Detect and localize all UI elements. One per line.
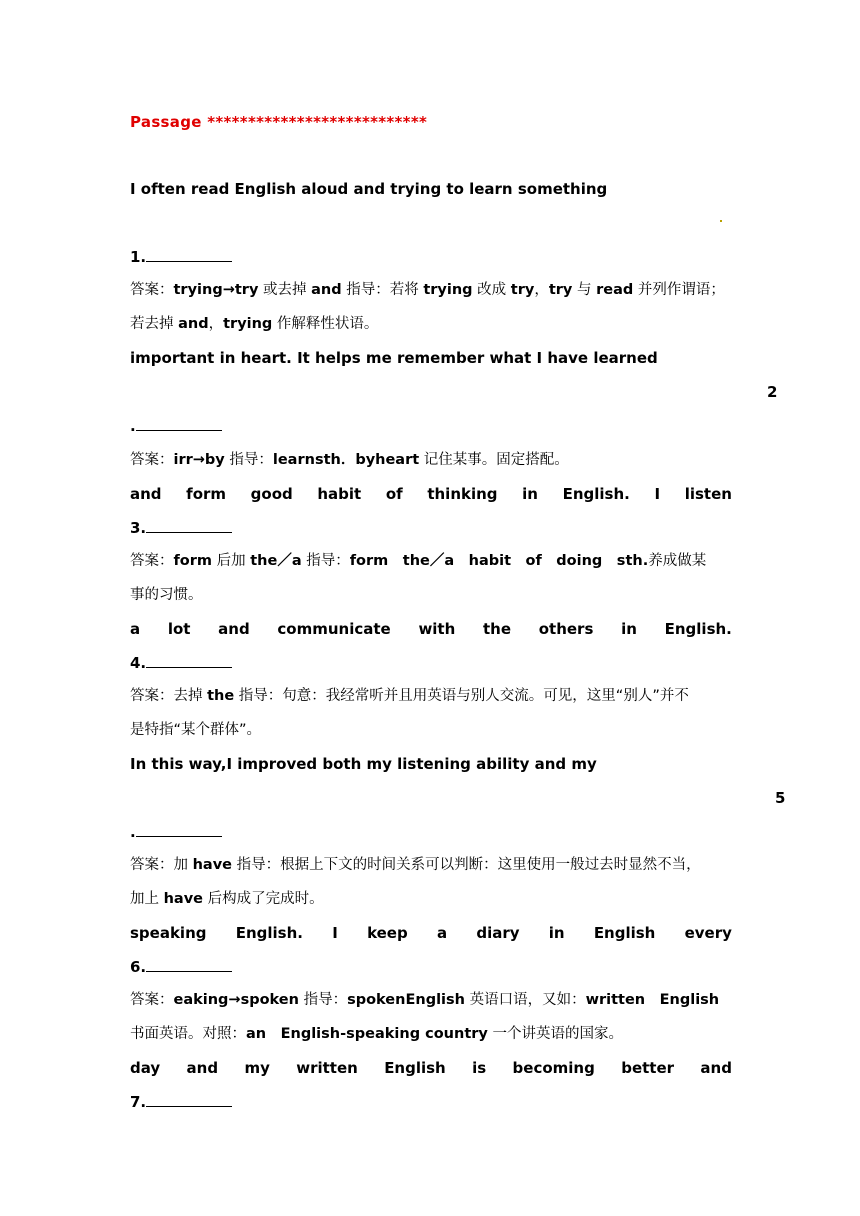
answer-term: irr→by xyxy=(173,452,225,468)
word: others xyxy=(538,620,594,638)
answer-text: 养成做某 xyxy=(648,553,707,569)
answer-term: an English-speaking country xyxy=(246,1026,488,1042)
answer-text: 若去掉 xyxy=(130,316,179,332)
answer-term: trying→try xyxy=(173,282,259,298)
blank-number: 7. xyxy=(130,1093,147,1111)
answer-text: 后加 xyxy=(212,553,251,569)
word: thinking xyxy=(427,485,498,503)
answer-2 xyxy=(130,450,732,470)
answer-term: the／a xyxy=(250,553,302,569)
word: lot xyxy=(167,620,191,638)
answer-5-continued xyxy=(130,889,732,909)
word: diary xyxy=(476,924,520,942)
word: keep xyxy=(367,924,408,942)
answer-text: 是特指“某个群体”。 xyxy=(130,722,262,738)
answer-text: 后构成了完成时。 xyxy=(203,891,324,907)
answer-text: 作解释性状语。 xyxy=(272,316,379,332)
answer-term: the xyxy=(207,688,235,704)
blank-line xyxy=(146,653,232,668)
answer-text: 答案：加 xyxy=(130,857,193,873)
answer-text: 指导： xyxy=(224,452,273,468)
blank-line xyxy=(136,416,222,431)
word: English xyxy=(384,1059,446,1077)
stray-mark xyxy=(720,220,722,222)
blank-5 xyxy=(130,822,732,842)
answer-term: try xyxy=(510,282,535,298)
blank-line xyxy=(136,822,222,837)
blank-number-5: 5 xyxy=(775,789,786,807)
answer-1-continued xyxy=(130,314,732,334)
word: every xyxy=(684,924,732,942)
answer-text: 事的习惯。 xyxy=(130,587,203,603)
answer-6-continued xyxy=(130,1024,732,1044)
word: in xyxy=(548,924,565,942)
answer-text: 英语口语，又如： xyxy=(464,992,586,1008)
answer-text: 答案： xyxy=(130,992,174,1008)
blank-line xyxy=(146,1092,232,1107)
word: English. xyxy=(235,924,303,942)
blank-1 xyxy=(130,247,732,267)
blank-line xyxy=(146,518,232,533)
word: the xyxy=(483,620,512,638)
answer-term: have xyxy=(192,857,233,873)
answer-text: 指导：句意：我经常听并且用英语与别人交流。可见，这里“别人”并不 xyxy=(234,688,689,704)
answer-term: and xyxy=(178,316,209,332)
word: form xyxy=(186,485,227,503)
answer-text: 与 xyxy=(572,282,597,298)
answer-5 xyxy=(130,855,732,875)
blank-6 xyxy=(130,957,732,977)
passage-line-3 xyxy=(130,484,732,504)
answer-text: ， xyxy=(208,316,224,332)
passage-line-7 xyxy=(130,1058,732,1078)
word: day xyxy=(130,1059,161,1077)
answer-text: 答案： xyxy=(130,452,174,468)
word: a xyxy=(436,924,448,942)
answer-6 xyxy=(130,990,732,1010)
word: in xyxy=(522,485,538,503)
word: and xyxy=(186,1059,219,1077)
word: with xyxy=(418,620,456,638)
answer-text: 指导：根据上下文的时间关系可以判断：这里使用一般过去时显然不当， xyxy=(232,857,701,873)
answer-text: 记住某事。固定搭配。 xyxy=(419,452,569,468)
blank-number: . xyxy=(130,417,136,435)
answer-term: and xyxy=(311,282,342,298)
blank-3 xyxy=(130,518,732,538)
word: is xyxy=(472,1059,487,1077)
answer-text: 改成 xyxy=(472,282,511,298)
answer-term: have xyxy=(163,891,204,907)
word: English. xyxy=(664,620,732,638)
answer-term: form xyxy=(173,553,213,569)
word: good xyxy=(250,485,293,503)
word: of xyxy=(385,485,403,503)
blank-number: 1. xyxy=(130,248,147,266)
blank-4 xyxy=(130,653,732,673)
answer-text: 指导： xyxy=(301,553,350,569)
word: English xyxy=(593,924,656,942)
blank-number: . xyxy=(130,823,136,841)
answer-term: try xyxy=(548,282,573,298)
word: becoming xyxy=(512,1059,595,1077)
answer-text: 指导：若将 xyxy=(341,282,424,298)
word: English. xyxy=(562,485,630,503)
answer-4-continued xyxy=(130,720,732,740)
word: and xyxy=(130,485,162,503)
passage-line-4 xyxy=(130,619,732,639)
answer-3-continued xyxy=(130,585,732,605)
word: communicate xyxy=(277,620,391,638)
answer-term: form the／a habit of doing sth. xyxy=(349,553,649,569)
word: and xyxy=(700,1059,732,1077)
blank-line xyxy=(146,957,232,972)
answer-text: 答案： xyxy=(130,553,174,569)
answer-term: learnsth．byheart xyxy=(272,452,420,468)
blank-number: 4. xyxy=(130,654,147,672)
blank-number: 3. xyxy=(130,519,147,537)
answer-text: 答案： xyxy=(130,282,174,298)
answer-term: written English xyxy=(585,992,720,1008)
word: in xyxy=(621,620,637,638)
blank-number: 6. xyxy=(130,958,147,976)
answer-term: spokenEnglish xyxy=(347,992,465,1008)
blank-line xyxy=(146,247,232,262)
answer-1 xyxy=(130,280,732,300)
word: and xyxy=(218,620,250,638)
answer-4 xyxy=(130,686,732,706)
answer-term: read xyxy=(596,282,634,298)
answer-text: ， xyxy=(534,282,549,298)
passage-title: Passage *************************** xyxy=(130,113,428,131)
answer-term: trying xyxy=(423,282,473,298)
blank-2 xyxy=(130,416,732,436)
blank-7 xyxy=(130,1092,732,1112)
answer-text: 指导： xyxy=(298,992,348,1008)
answer-text: 一个讲英语的国家。 xyxy=(487,1026,623,1042)
word: speaking xyxy=(130,924,207,942)
word: better xyxy=(621,1059,675,1077)
passage-line-2: important in heart. It helps me remember what I have learned xyxy=(130,349,658,367)
word: a xyxy=(130,620,141,638)
word: listen xyxy=(684,485,732,503)
passage-line-5: In this way,I improved both my listening ability and my xyxy=(130,755,597,773)
answer-text: 书面英语。对照： xyxy=(130,1026,246,1042)
word: my xyxy=(244,1059,270,1077)
answer-term: eaking→spoken xyxy=(173,992,299,1008)
word: habit xyxy=(317,485,362,503)
word: I xyxy=(654,485,661,503)
answer-term: trying xyxy=(223,316,273,332)
answer-text: 或去掉 xyxy=(258,282,312,298)
answer-text: 答案：去掉 xyxy=(130,688,208,704)
passage-line-1: I often read English aloud and trying to learn something xyxy=(130,180,608,198)
answer-text: 加上 xyxy=(130,891,164,907)
answer-text: 并列作谓语； xyxy=(633,282,725,298)
answer-3 xyxy=(130,551,732,571)
blank-number-2: 2 xyxy=(767,383,778,401)
word: written xyxy=(296,1059,358,1077)
passage-line-6 xyxy=(130,923,732,943)
word: I xyxy=(332,924,338,942)
